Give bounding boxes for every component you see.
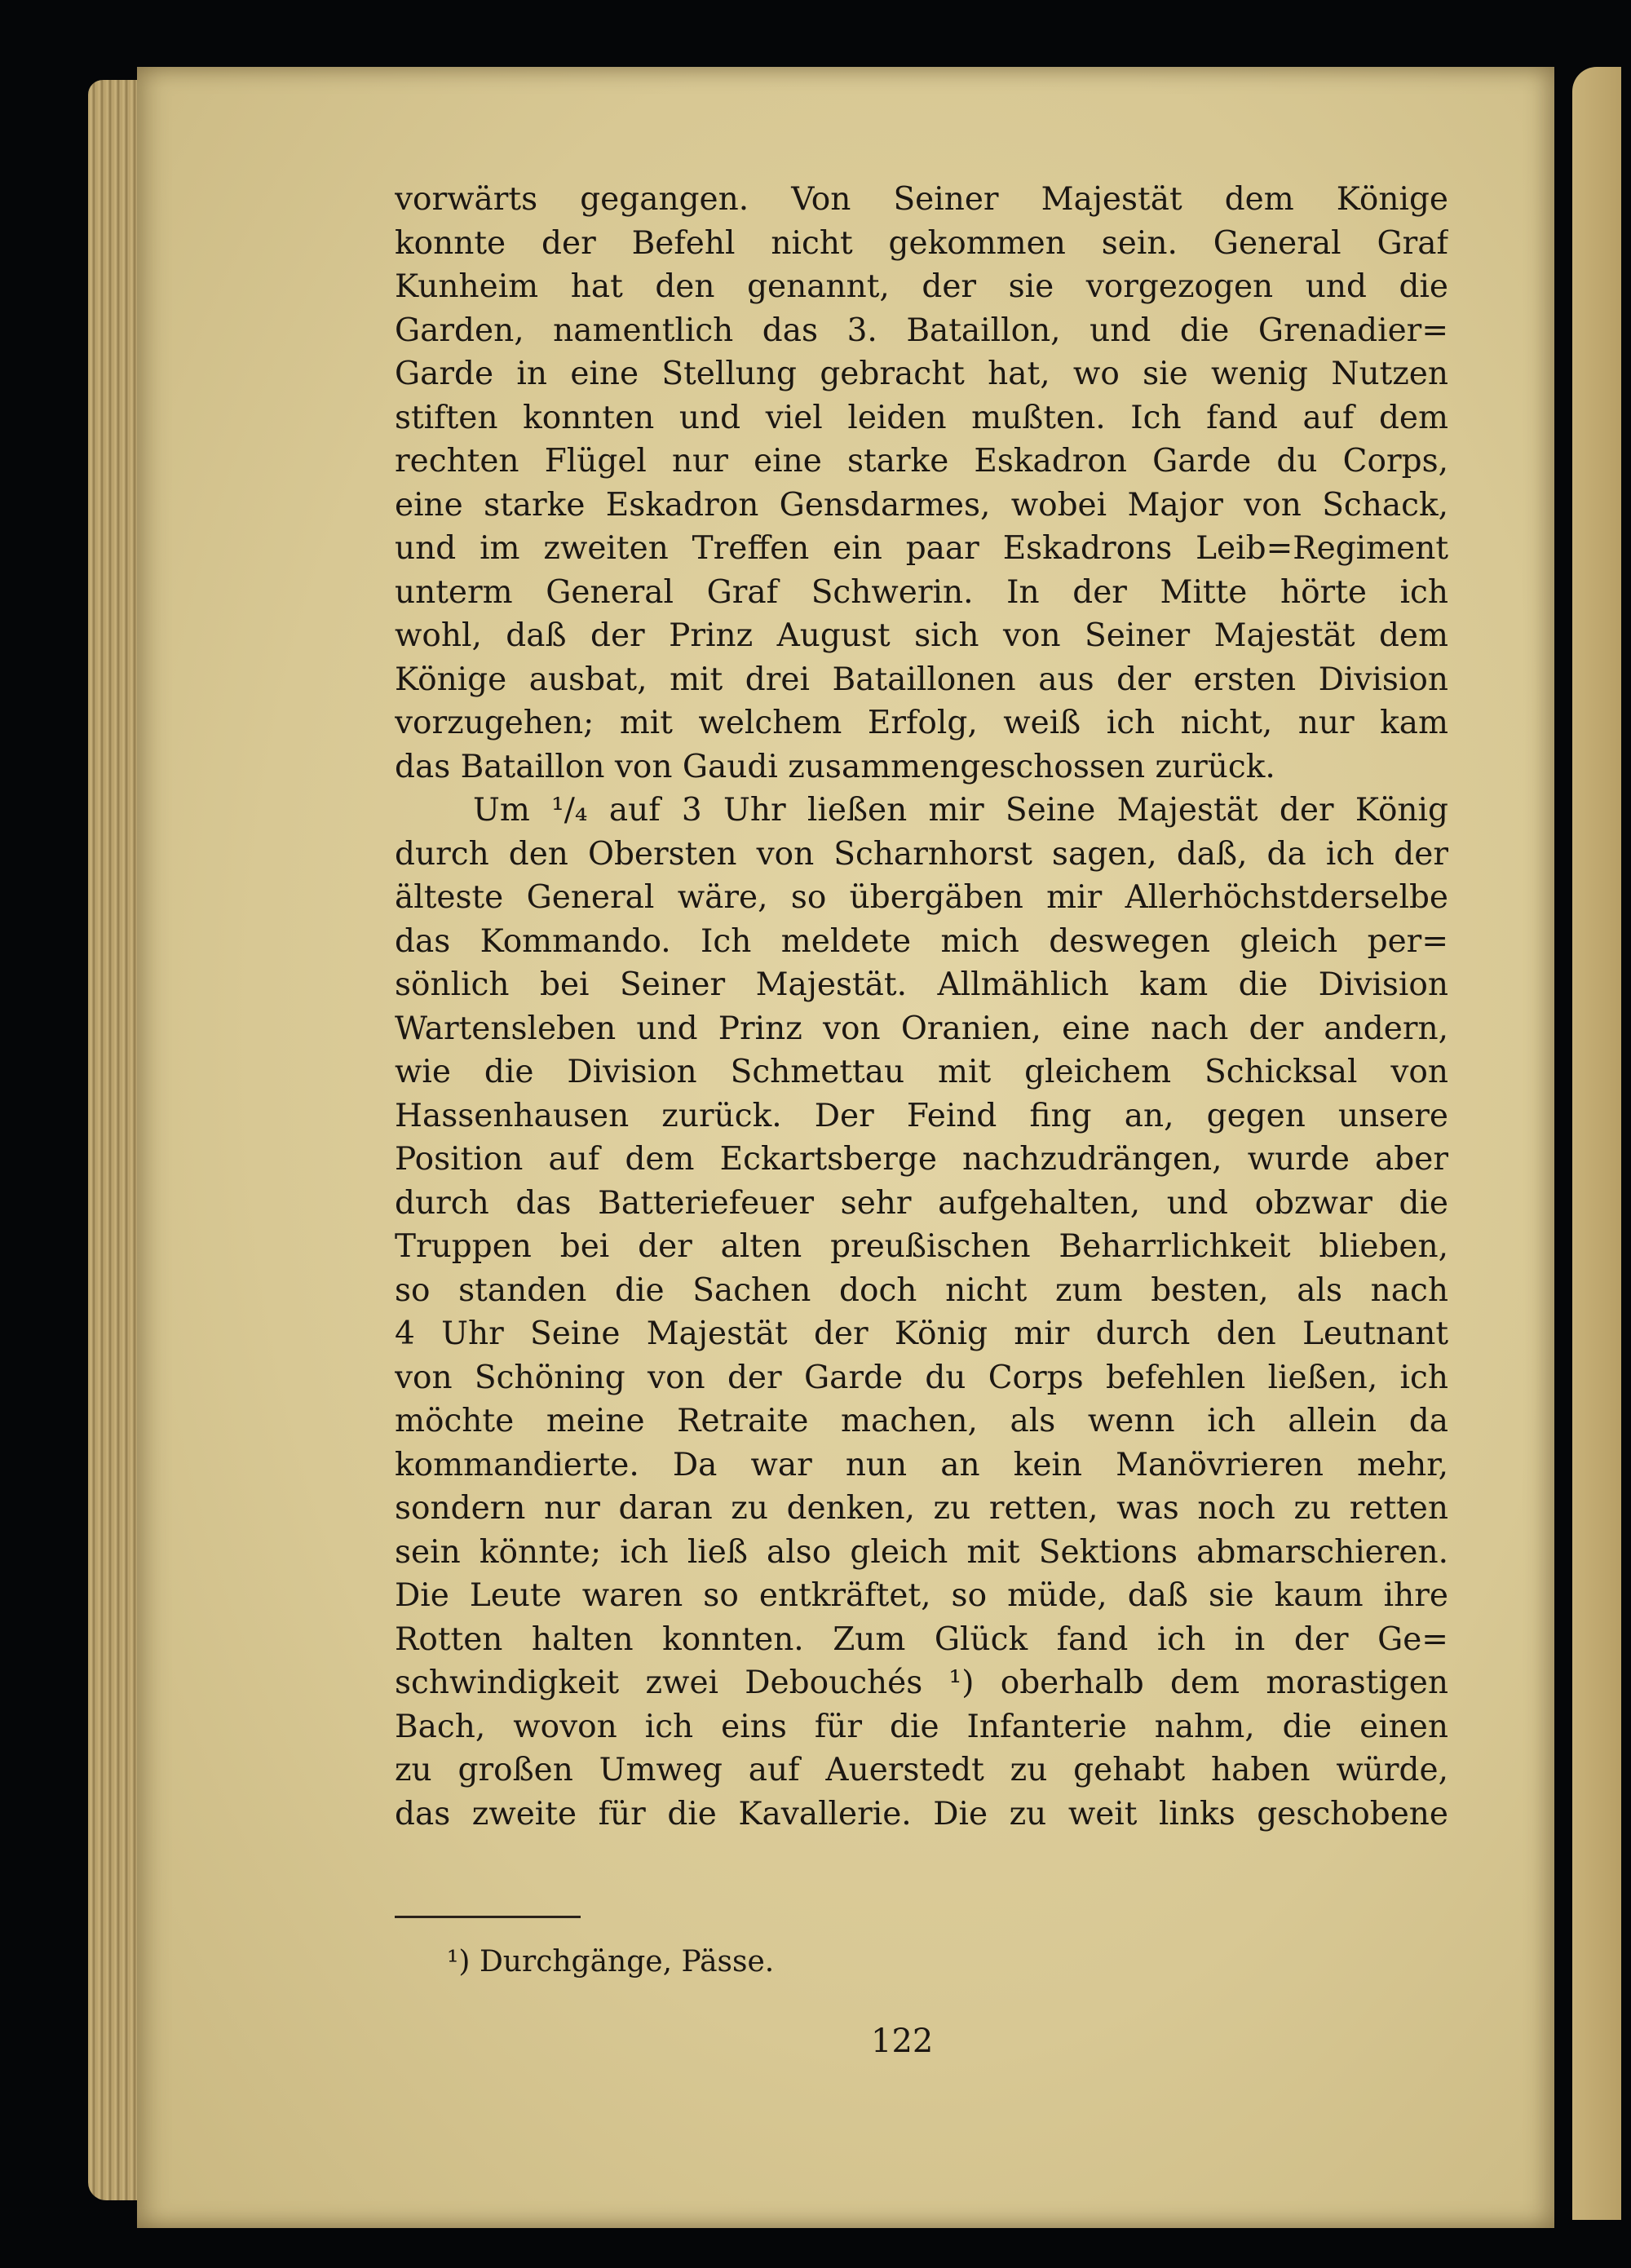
text-line: sondern nur daran zu denken, zu retten, was noch zu retten xyxy=(395,1490,1448,1527)
text-line: Rotten halten konnten. Zum Glück fand ich in der Ge= xyxy=(395,1620,1448,1658)
text-line: so standen die Sachen doch nicht zum besten, als nach xyxy=(395,1271,1448,1309)
text-line: eine starke Eskadron Gensdarmes, wobei Major von Schack, xyxy=(395,486,1448,524)
footnote-text: Durchgänge, Pässe. xyxy=(479,1945,775,1978)
text-line: 4 Uhr Seine Majestät der König mir durch den Leutnant xyxy=(395,1315,1448,1352)
footnote xyxy=(447,1943,774,1982)
text-line: älteste General wäre, so übergäben mir Allerhöchstderselbe xyxy=(395,879,1448,916)
text-line: rechten Flügel nur eine starke Eskadron Garde du Corps, xyxy=(395,443,1448,480)
text-line: Garde in eine Stellung gebracht hat, wo sie wenig Nutzen xyxy=(395,356,1448,392)
text-line: das zweite für die Kavallerie. Die zu weit links geschobene xyxy=(395,1795,1448,1833)
text-line: Wartensleben und Prinz von Oranien, eine nach der andern, xyxy=(395,1010,1448,1047)
text-line: Könige ausbat, mit drei Bataillonen aus der ersten Division xyxy=(395,661,1448,698)
text-line: das Kommando. Ich meldete mich deswegen gleich per= xyxy=(395,922,1448,960)
text-line: Garden, namentlich das 3. Bataillon, und die Grenadier= xyxy=(395,312,1448,349)
text-line: vorwärts gegangen. Von Seiner Majestät dem Könige xyxy=(395,181,1448,218)
text-line: Truppen bei der alten preußischen Beharrlichkeit blieben, xyxy=(395,1228,1448,1265)
text-line: Um ¹/₄ auf 3 Uhr ließen mir Seine Majestät der König xyxy=(473,792,1448,829)
text-line: wohl, daß der Prinz August sich von Seiner Majestät dem xyxy=(395,617,1448,654)
text-line: stiften konnten und viel leiden mußten. Ich fand auf dem xyxy=(395,399,1448,436)
text-line: Position auf dem Eckartsberge nachzudrängen, wurde aber xyxy=(395,1141,1448,1178)
body-text xyxy=(395,178,1448,1836)
text-line: unterm General Graf Schwerin. In der Mitte hörte ich xyxy=(395,573,1448,611)
text-line: konnte der Befehl nicht gekommen sein. General Graf xyxy=(395,224,1448,262)
text-line: von Schöning von der Garde du Corps befehlen ließen, ich xyxy=(395,1359,1448,1396)
text-line: Kunheim hat den genannt, der sie vorgezogen und die xyxy=(395,268,1448,305)
page-number: 122 xyxy=(871,2023,934,2060)
text-line: Hassenhausen zurück. Der Feind fing an, gegen unsere xyxy=(395,1097,1448,1134)
facing-page-edge xyxy=(1572,67,1621,2220)
footnote-rule xyxy=(395,1916,581,1918)
text-line: das Bataillon von Gaudi zusammengeschossen zurück. xyxy=(395,748,1275,785)
text-line: schwindigkeit zwei Debouchés ¹) oberhalb dem morastigen xyxy=(395,1665,1448,1701)
text-line: Die Leute waren so entkräftet, so müde, daß sie kaum ihre xyxy=(395,1577,1448,1614)
text-line: vorzugehen; mit welchem Erfolg, weiß ich nicht, nur kam xyxy=(395,705,1448,741)
text-line: durch den Obersten von Scharnhorst sagen, daß, da ich der xyxy=(395,835,1448,873)
text-line: kommandierte. Da war nun an kein Manövrieren mehr, xyxy=(395,1446,1448,1483)
text-line: wie die Division Schmettau mit gleichem Schicksal von xyxy=(395,1054,1448,1090)
text-line: Bach, wovon ich eins für die Infanterie nahm, die einen xyxy=(395,1708,1448,1745)
text-line: sönlich bei Seiner Majestät. Allmählich kam die Division xyxy=(395,966,1448,1003)
footnote-marker: ¹) xyxy=(447,1945,471,1978)
text-line: durch das Batteriefeuer sehr aufgehalten, und obzwar die xyxy=(395,1184,1448,1222)
text-line: und im zweiten Treffen ein paar Eskadrons Leib=Regiment xyxy=(395,530,1448,567)
text-line: zu großen Umweg auf Auerstedt zu gehabt haben würde, xyxy=(395,1752,1448,1788)
text-line: sein könnte; ich ließ also gleich mit Sektions abmarschieren. xyxy=(395,1533,1448,1571)
text-line: möchte meine Retraite machen, als wenn ich allein da xyxy=(395,1403,1448,1439)
